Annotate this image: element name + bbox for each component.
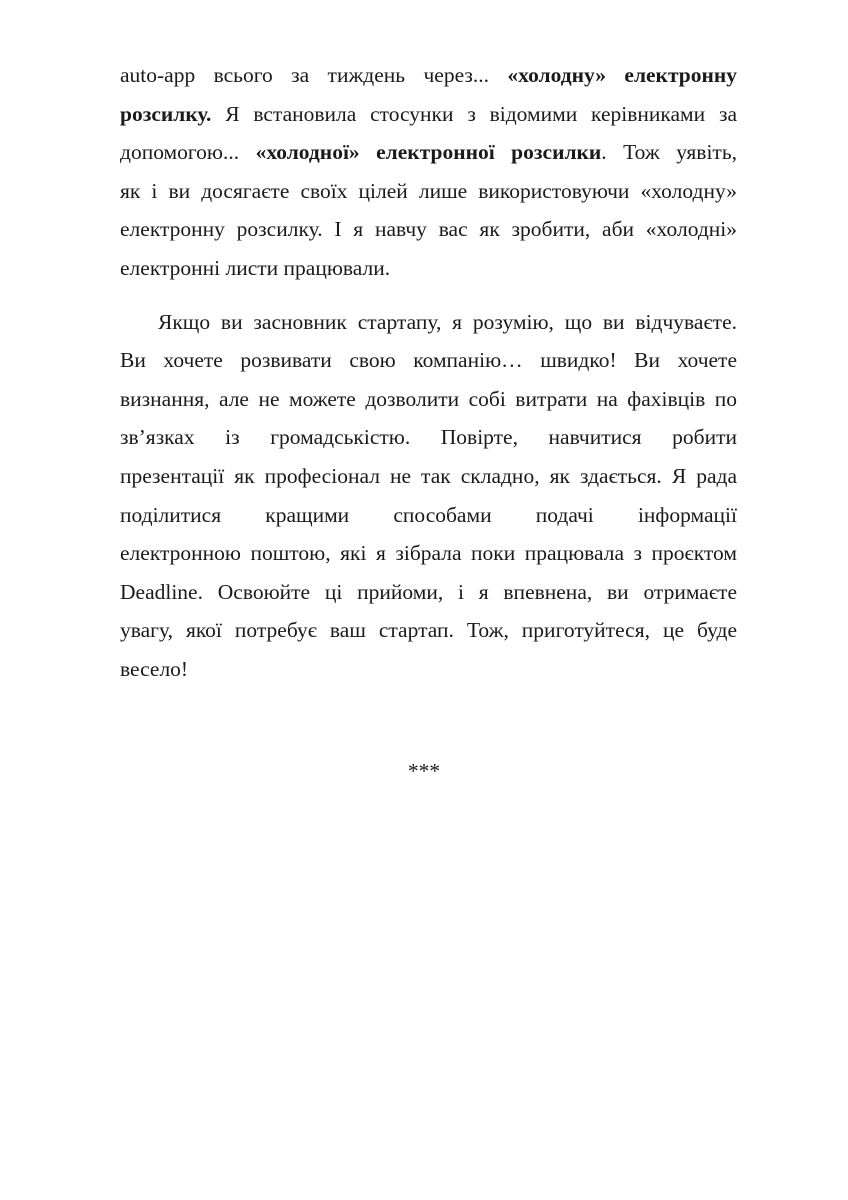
text-line: електронною поштою, які я зібрала поки працювала з проєктом [120, 541, 737, 566]
text-line [120, 95, 737, 134]
text-run: . Тож уявіть, [601, 140, 737, 165]
text-line [120, 133, 737, 172]
text-run: auto-app всього за тиждень через... [120, 63, 508, 87]
text-line: увагу, якої потребує ваш стартап. Тож, приготуйтеся, це буде [120, 618, 737, 643]
text-line: як і ви досягаєте своїх цілей лише використовуючи «холодну» [120, 178, 737, 203]
paragraph-1 [120, 56, 737, 288]
text-line: електронну розсилку. І я навчу вас як зробити, аби «холодні» [120, 217, 737, 242]
text-line: електронні листи працювали. [120, 255, 391, 280]
text-line: поділитися кращими способами подачі інформації [120, 502, 737, 527]
text-line: Deadline. Освоюйте ці прийоми, і я впевнена, ви отримаєте [120, 579, 737, 604]
body-text [120, 56, 737, 689]
text-line: визнання, але не можете дозволити собі витрати на фахівців по [120, 386, 737, 411]
bold-text-run: розсилку. [120, 101, 212, 126]
text-line: Ви хочете розвивати свою компанію… швидко! Ви хочете [120, 348, 737, 373]
bold-text-run: «холодну» електронну [507, 63, 737, 87]
text-line: весело! [120, 656, 189, 681]
text-run: Я встановила стосунки з відомими керівниками за [211, 101, 737, 126]
text-line: зв’язках із громадськістю. Повірте, навчитися робити [120, 425, 737, 450]
text-line [120, 56, 737, 95]
paragraph-2 [120, 303, 737, 689]
paragraph-spacer [120, 288, 737, 303]
section-separator: *** [407, 759, 441, 783]
text-run: допомогою... [120, 140, 256, 165]
text-line: Якщо ви засновник стартапу, я розумію, що ви відчуваєте. [158, 309, 737, 334]
text-line: презентації як професіонал не так складно, як здається. Я рада [120, 463, 737, 488]
bold-text-run: «холодної» електронної розсилки [255, 140, 602, 165]
